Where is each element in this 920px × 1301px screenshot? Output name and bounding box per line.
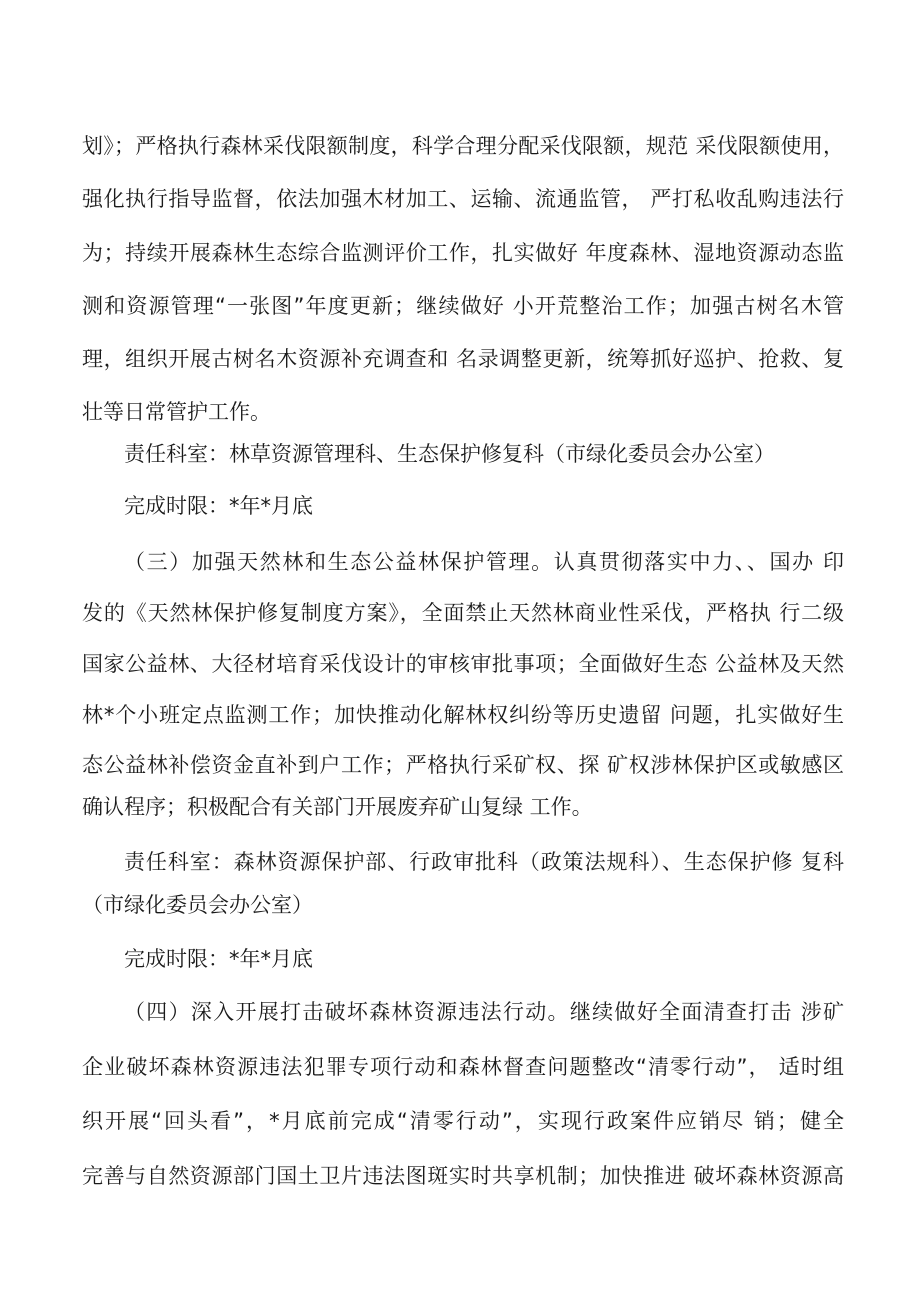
paragraph-line: 理，组织开展古树名木资源补充调查和 名录调整更新，统筹抓好巡护、抢救、复: [82, 347, 844, 371]
paragraph-line: （三）加强天然林和生态公益林保护管理。认真贯彻落实中力、、国办 印: [124, 550, 844, 574]
responsibility-line: 责任科室：林草资源管理科、生态保护修复科（市绿化委员会办公室）: [124, 442, 775, 466]
responsibility-line: 责任科室：森林资源保护部、行政审批科（政策法规科）、生态保护修 复科: [124, 850, 844, 874]
paragraph-line: 强化执行指导监督，依法加强木材加工、运输、流通监管， 严打私收乱购违法行: [82, 187, 844, 211]
paragraph-line: 完善与自然资源部门国土卫片违法图斑实时共享机制；加快推进 破坏森林资源高: [82, 1164, 844, 1188]
paragraph-line: 测和资源管理“一张图”年度更新；继续做好 小开荒整治工作；加强古树名木管: [82, 294, 844, 318]
paragraph-line: 发的《天然林保护修复制度方案》，全面禁止天然林商业性采伐，严格执 行二级: [82, 601, 844, 625]
paragraph-line: 织开展“回头看”，*月底前完成“清零行动”，实现行政案件应销尽 销；健全: [82, 1109, 844, 1133]
paragraph-line: （四）深入开展打击破坏森林资源违法行动。继续做好全面清查打击 涉矿: [124, 1000, 844, 1024]
deadline-line: 完成时限：*年*月底: [124, 947, 313, 971]
paragraph-line: 壮等日常管护工作。: [82, 400, 271, 424]
paragraph-line: 为；持续开展森林生态综合监测评价工作，扎实做好 年度森林、湿地资源动态监: [82, 241, 844, 265]
paragraph-line: 国家公益林、大径材培育采伐设计的审核审批事项；全面做好生态 公益林及天然: [82, 652, 844, 676]
paragraph-line: 划》；严格执行森林采伐限额制度，科学合理分配采伐限额，规范 采伐限额使用，: [82, 134, 844, 158]
responsibility-line: （市绿化委员会办公室）: [82, 893, 313, 917]
paragraph-line: 企业破坏森林资源违法犯罪专项行动和森林督查问题整改“清零行动”， 适时组: [82, 1055, 844, 1079]
paragraph-line: 林*个小班定点监测工作；加快推动化解林权纠纷等历史遗留 问题，扎实做好生: [82, 703, 844, 727]
deadline-line: 完成时限：*年*月底: [124, 494, 313, 518]
paragraph-line: 确认程序；积极配合有关部门开展废弃矿山复绿 工作。: [82, 795, 593, 819]
paragraph-line: 态公益林补偿资金直补到户工作；严格执行采矿权、探 矿权涉林保护区或敏感区: [82, 753, 844, 777]
